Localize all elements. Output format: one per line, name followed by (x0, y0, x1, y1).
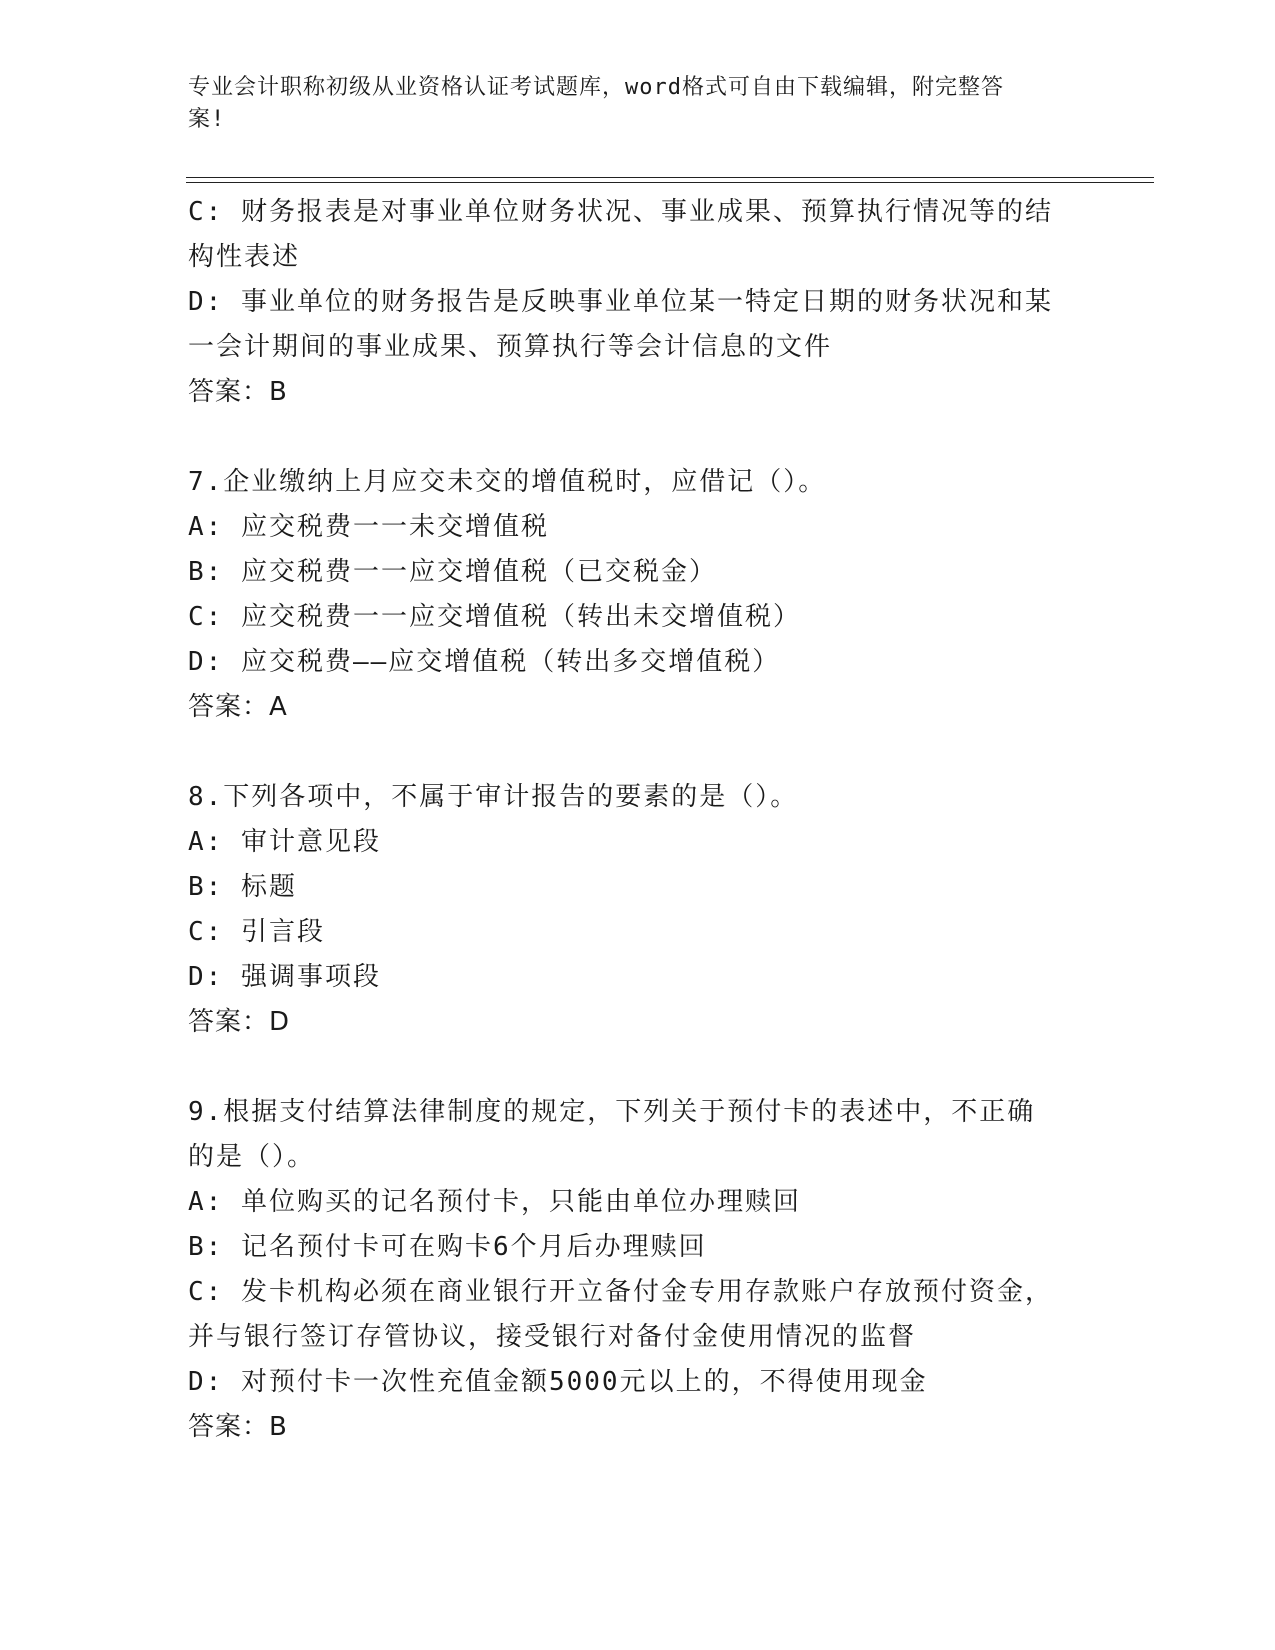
header-divider-bottom (186, 182, 1154, 183)
option-d: D: 应交税费——应交增值税（转出多交增值税） (188, 647, 781, 677)
header-divider-top (186, 177, 1154, 178)
header-line-2: 案! (188, 107, 226, 132)
option-c: C: 应交税费一一应交增值税（转出未交增值税） (188, 602, 801, 632)
spacer (188, 730, 1088, 775)
option-d-line-2: 一会计期间的事业成果、预算执行等会计信息的文件 (188, 332, 833, 362)
question-8-block (188, 775, 1088, 1045)
question-7-block (188, 460, 1088, 730)
option-c: C: 引言段 (188, 917, 325, 947)
option-c-line-2: 构性表述 (188, 242, 301, 272)
spacer (188, 415, 1088, 460)
option-c-line-1: C: 财务报表是对事业单位财务状况、事业成果、预算执行情况等的结 (188, 197, 1053, 227)
question-stem: 8.下列各项中，不属于审计报告的要素的是（）。 (188, 782, 799, 812)
option-b: B: 应交税费一一应交增值税（已交税金） (188, 557, 717, 587)
question-stem-line-2: 的是（）。 (188, 1142, 316, 1172)
answer-line: 答案：D (188, 1007, 291, 1037)
option-b: B: 标题 (188, 872, 297, 902)
option-c-line-1: C: 发卡机构必须在商业银行开立备付金专用存款账户存放预付资金， (188, 1277, 1053, 1307)
question-9-block (188, 1090, 1088, 1450)
option-b: B: 记名预付卡可在购卡6个月后办理赎回 (188, 1232, 707, 1262)
answer-line: 答案：A (188, 692, 288, 722)
answer-line: 答案：B (188, 1412, 288, 1442)
option-a: A: 单位购买的记名预付卡，只能由单位办理赎回 (188, 1187, 801, 1217)
answer-line: 答案：B (188, 377, 288, 407)
option-a: A: 审计意见段 (188, 827, 381, 857)
prev-question-block (188, 190, 1088, 415)
option-d-line-1: D: 事业单位的财务报告是反映事业单位某一特定日期的财务状况和某 (188, 287, 1053, 317)
option-d: D: 强调事项段 (188, 962, 381, 992)
option-c-line-2: 并与银行签订存管协议，接受银行对备付金使用情况的监督 (188, 1322, 917, 1352)
question-content (188, 190, 1088, 1450)
header-line-1: 专业会计职称初级从业资格认证考试题库，word格式可自由下载编辑，附完整答 (188, 75, 1004, 100)
question-stem: 7.企业缴纳上月应交未交的增值税时，应借记（）。 (188, 467, 827, 497)
document-header (188, 72, 1068, 136)
question-stem-line-1: 9.根据支付结算法律制度的规定，下列关于预付卡的表述中，不正确 (188, 1097, 1036, 1127)
option-d: D: 对预付卡一次性充值金额5000元以上的，不得使用现金 (188, 1367, 928, 1397)
spacer (188, 1045, 1088, 1090)
option-a: A: 应交税费一一未交增值税 (188, 512, 549, 542)
